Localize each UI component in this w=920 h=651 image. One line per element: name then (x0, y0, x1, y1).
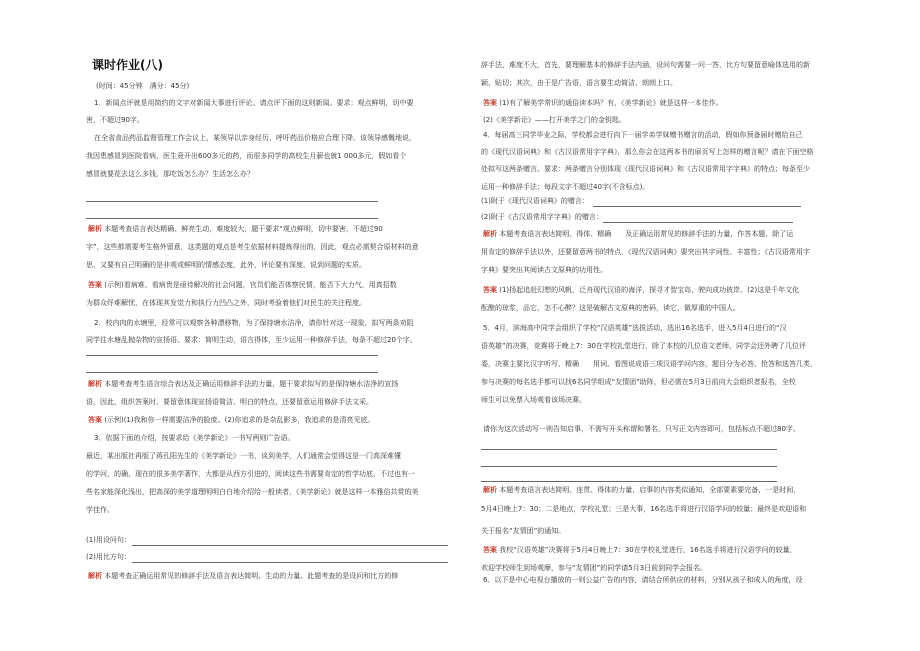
q3-analysis (88, 572, 398, 581)
analysis-label: 解析 (483, 230, 497, 238)
q3-analysis-cont: 辞手法，难度不大，首先，要理解基本的修辞手法内涵，设问句需要一问一答，比方句要留意喻体选用的新 (481, 61, 810, 69)
q5-requirement: 请你为这次活动写一则告知启事，不需写开头称谓和署名，只写正文内容即可，包括标点不超过80字。 (483, 425, 800, 433)
answer-text: (示例)看病难、看病贵是亟待解决的社会问题，官员们能否体察民情，能否下大力气，用真招数 (104, 281, 397, 289)
q1-line: 感冒就要花去这么多钱，那吃饭怎么办？生活怎么办？ (86, 170, 254, 178)
q4-line: 4．每届高三同学毕业之际，学校都会进行向下一届学弟学妹赠书赠言的活动，假如你预备届时赠给自己 (483, 131, 803, 139)
analysis-text: 本题考查正确运用常见的修辞手法及语言表达简明、生动的力量。此题考查的是设问和比方的修 (104, 572, 399, 580)
answer-line (593, 206, 801, 207)
q5-analysis-line: 5月4日晚上7：30；二是地点，学校礼堂；三是大事，16名选手将进行汉语学问的较量；最终是欢迎语和 (481, 505, 807, 513)
q3-line: 最近，某出版社再版了蒋孔阳先生的《美学新论》一书，谈到美学，人们通常会觉得这是一门高深难懂 (86, 452, 401, 460)
answer-text: (1)扬起追赶幻想的风帆，泛舟现代汉语的海洋，探寻才智宝岛，驶向成功彼岸。(2)这是千年文化 (499, 286, 800, 294)
q1-line: 1．新闻点评就是用简约的文字对新闻大事进行评论。请点评下面的这则新闻。要求：观点鲜明，切中要 (94, 99, 414, 107)
answer-line (132, 562, 448, 563)
q5-line: 师生可以免票入场观看该场决赛。 (481, 396, 586, 404)
q4-line: 处拟写这两条赠言。要求：两条赠言分别体现《现代汉语词典》和《古汉语常用字字典》的特点；每条至少 (481, 165, 810, 173)
fill-label-metaphor: (2)用比方句： (86, 553, 131, 561)
q5-answer-line: 欢迎学校师生到场观摩，参与“友情团”的同学请5月3日前到同学会报名。 (481, 564, 708, 572)
q2-analysis-line: 语，因此，组织答案时，要留意体现宣扬语简洁、明白的特点，还要留意运用修辞手法文采。 (86, 398, 373, 406)
q1-line: 在全省食品药品监督管理工作会议上，某领导以亲身经历，呼吁药品价格应合理下降，该领导感慨地说， (94, 134, 416, 142)
q4-answer-line: 酝酿的琼浆，品它，怎不心醉？这是破解古文原典的密码，读它，做厚重的中国人。 (481, 304, 740, 312)
q1-analysis (88, 225, 383, 234)
q3-line: 些名家能深化浅出，把高深的美学道理明明白白地介绍给一般读者，《美学新论》就是这样一本雅俗共赏的美 (86, 488, 419, 496)
answer-line (481, 481, 777, 482)
q3-line: 学佳作。 (86, 506, 114, 514)
answer-label: 答案 (483, 286, 497, 294)
q4-analysis-line: 用肯定的修辞手法以外，还要留意两书的特点，《现代汉语词典》要突出其字词性、丰富性；《古汉语常用字 (481, 248, 810, 256)
q5-line: 委，决赛主要比汉字听写、精确 用词、看图说成语三项汉语学问内容，题目分为必答、抢答和选答几类， (481, 360, 817, 368)
q1-analysis-line: 思，又要有自己明确的是非观或鲜明的情感态度，此外，评论要有深度，说到问题的实质。 (86, 261, 366, 269)
q2-analysis (88, 380, 398, 389)
answer-label: 答案 (88, 416, 102, 424)
q3-answer-line: (2)《美学新论》——打开美学之门的金钥匙。 (483, 116, 626, 124)
analysis-label: 解析 (88, 380, 102, 388)
analysis-text: 本题考查语言表达精确、鲜亮生动，难度较大，题干要求“观点鲜明，切中要害，不超过90 (104, 225, 383, 233)
q1-line: 我因患感冒到医院看病，医生竟开出600多元的药，而很多同学的高校生月薪也就1 000多元，假如看个 (86, 152, 407, 160)
analysis-text: 本题考查语言表达简明、连贯、得体的力量，启事的内容类似通知，全部要素要完备，一是时间， (499, 486, 801, 494)
analysis-label: 解析 (88, 572, 102, 580)
q3-line: 3．依据下面的介绍，按要求给《美学新论》一书写两则广告语。 (94, 434, 295, 442)
q3-answer (483, 99, 723, 108)
answer-line (86, 355, 378, 356)
answer-label: 答案 (483, 99, 497, 107)
time-score-meta: (时间：45分钟 满分：45分) (96, 82, 190, 90)
answer-line (481, 466, 777, 467)
answer-line (86, 201, 378, 202)
q5-line: 5．4月，滨海高中同学会组织了学校“汉语英雄”选拔活动，选出16名选手，进入5月4日进行的“汉 (483, 324, 787, 332)
q2-line: 2．校内肉的水塘里，经常可以观察各种漂移物，为了保持塘水洁净，请你针对这一现象，拟写两条劝阻 (94, 319, 414, 327)
q2-line: 同学往水塘乱抛杂物的宣扬语。要求：简明生动，语言得体，至少运用一种修辞手法，每条不超过20个字。 (86, 336, 417, 344)
answer-text: 我校“汉语英雄”决赛将于5月4日晚上7：30在学校礼堂进行，16名选手将进行汉语学问的较量， (499, 546, 797, 554)
q4-analysis-line: 字典》要突出其阅读古文原典的功用性。 (481, 266, 607, 274)
q1-analysis-line: 字”，这些都需要考生格外留意，这类题的观点是考生依据材料提炼得出的，因此，观点必需契合原材料的意 (86, 243, 419, 251)
answer-line (86, 372, 378, 373)
analysis-text: 本题考查语言表达简明、得体、精确 及正确运用常见的修辞手法的力量，作答本题，除了运 (499, 230, 794, 238)
q3-analysis-cont: 颖、贴切；其次，由于是广告语，语言要生动简洁、朗朗上口。 (481, 79, 677, 87)
answer-text: (示例)(1)我和你一样需要洁净的脸庞。(2)你追求的是杂乱影多，我追求的是清亮见底。 (104, 416, 375, 424)
q4-line: 的《现代汉语词典》和《古汉语常用字字典》，那么你会在这两本书的扉页写上怎样的赠言呢？请在下面空格 (481, 148, 814, 156)
q1-answer (88, 281, 397, 290)
q5-answer (483, 546, 797, 555)
analysis-text: 本题考查考生语言综合表达及正确运用修辞手法的力量，题干要求拟写的是保持塘水洁净的宣扬 (104, 380, 399, 388)
q5-analysis (483, 486, 800, 495)
q1-answer-line: 为群众纾难解忧，在体现其发觉力和执行力凹凸之外，同时考验着他们对民生的关注程度。 (86, 299, 366, 307)
answer-text: (1)有了解美学常识的通俗读本吗？有，《美学新论》就是这样一本佳作。 (499, 99, 723, 107)
analysis-label: 解析 (88, 225, 102, 233)
fill-label-ancient-dict: (2)附于《古汉语常用字字典》的赠言： (481, 213, 603, 221)
answer-line (603, 222, 793, 223)
q5-line: 语英雄”的决赛，竞赛将于晚上7：30在学校礼堂进行，除了本校的几位语文老师，同学会还外聘了几位评 (481, 342, 806, 350)
q5-line: 参与决赛的每名选手都可以找6名同学组成“友情团”助阵，但必需在5月3日前向大会组织者报名，全校 (481, 378, 796, 386)
q5-analysis-line: 关于报名“友情团”的通知。 (481, 527, 566, 535)
q1-line: 害，不超过90字。 (86, 116, 144, 124)
q4-answer (483, 286, 799, 295)
answer-label: 答案 (483, 546, 497, 554)
q2-answer (88, 416, 375, 425)
answer-line (132, 545, 448, 546)
answer-line (86, 218, 378, 219)
q4-analysis (483, 230, 793, 239)
q3-line: 的学问，的确，现在的很多美学著作，大都是从西方引进的，阅读这些书需要肯定的哲学功底，不过也有一 (86, 470, 415, 478)
page-title: 课时作业(八) (92, 58, 163, 72)
answer-line (481, 449, 777, 450)
fill-label-rhetorical: (1)用设问句： (86, 536, 131, 544)
q6-line: 6．以下是中心电视台播放的一则公益广告的内容，请结合所供应的材料，分别从孩子和成人的角度，设 (483, 576, 803, 584)
analysis-label: 解析 (483, 486, 497, 494)
answer-label: 答案 (88, 281, 102, 289)
fill-label-modern-dict: (1)附于《现代汉语词典》的赠言： (481, 197, 589, 205)
q4-line: 运用一种修辞手法；每段文字不超过40字(不含标点)。 (481, 183, 650, 191)
